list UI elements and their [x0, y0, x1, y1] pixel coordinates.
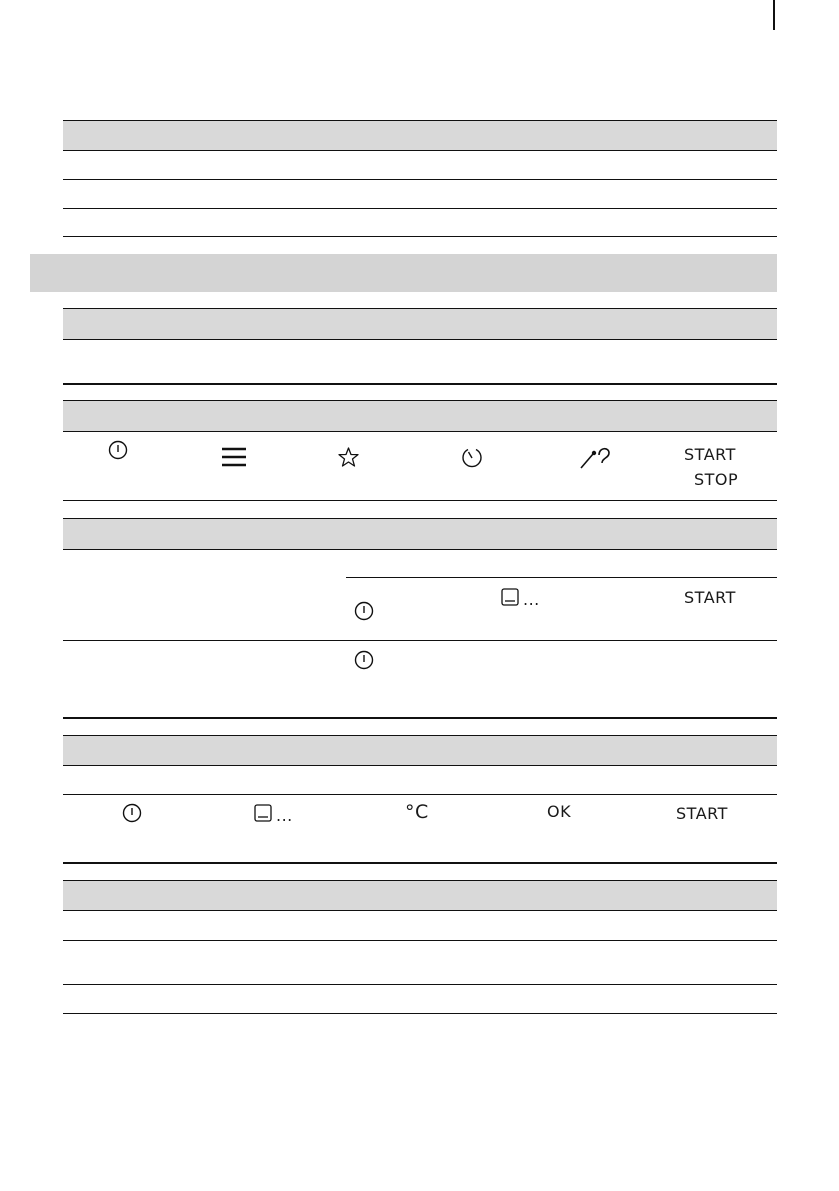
power-icon [354, 601, 374, 621]
table-row-divider [63, 208, 777, 209]
table-bottom-rule [63, 862, 777, 864]
food-probe-icon [579, 446, 611, 470]
corner-mark [773, 0, 775, 30]
menu-icon [222, 447, 246, 467]
table-bottom-rule [63, 717, 777, 719]
table-header [63, 880, 777, 911]
power-icon [108, 440, 128, 460]
start-key-label: START [676, 804, 728, 823]
timer-icon [461, 447, 483, 469]
star-icon [338, 447, 359, 467]
start-key-label: START [684, 588, 736, 607]
ellipsis-text: ... [276, 806, 293, 825]
table-header [63, 308, 777, 340]
table-row-divider [63, 940, 777, 941]
table-row-divider [63, 236, 777, 237]
section-heading-band [30, 254, 777, 292]
table-row-divider [63, 640, 777, 641]
ok-key-label: OK [547, 802, 572, 821]
table-header [63, 120, 777, 151]
table-bottom-rule [63, 383, 777, 385]
table-row-divider [63, 794, 777, 795]
stop-key-label: STOP [694, 470, 739, 489]
oven-function-icon [501, 588, 519, 606]
power-icon [354, 650, 374, 670]
table-row-divider [63, 179, 777, 180]
ellipsis-text: ... [523, 590, 540, 609]
table-header [63, 400, 777, 432]
table-header [63, 735, 777, 766]
power-icon [122, 803, 142, 823]
temperature-icon: °C [405, 801, 429, 823]
oven-function-icon [254, 804, 272, 822]
table-row-divider [63, 1013, 777, 1014]
table-row-divider [63, 984, 777, 985]
table-row-divider [346, 577, 777, 578]
start-key-label: START [684, 445, 736, 464]
table-header [63, 518, 777, 550]
table-bottom-rule [63, 500, 777, 501]
